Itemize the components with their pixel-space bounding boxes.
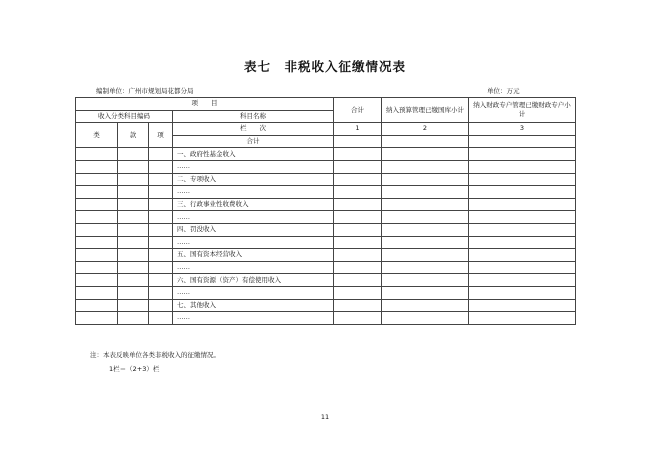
header-name: 科目名称 xyxy=(173,110,334,123)
table-row xyxy=(76,261,576,274)
table-cell xyxy=(469,223,576,236)
table-cell xyxy=(76,299,118,312)
table-cell xyxy=(76,236,118,249)
column-number-3: 3 xyxy=(469,123,576,136)
table-cell xyxy=(382,186,469,199)
table-cell xyxy=(118,286,149,299)
table-cell xyxy=(149,198,173,211)
table-cell xyxy=(118,236,149,249)
table-row xyxy=(76,249,576,262)
table-cell xyxy=(382,312,469,325)
row-label: 四、罚没收入 xyxy=(173,223,334,236)
table-cell xyxy=(76,148,118,161)
table-cell xyxy=(149,160,173,173)
table-cell xyxy=(382,299,469,312)
row-label: 三、行政事业性收费收入 xyxy=(173,198,334,211)
table-cell xyxy=(76,286,118,299)
table-cell xyxy=(469,299,576,312)
table-cell xyxy=(382,211,469,224)
table-cell xyxy=(469,173,576,186)
row-label: …… xyxy=(173,261,334,274)
formula-note: 1栏＝（2+3）栏 xyxy=(109,365,160,373)
table-cell xyxy=(469,186,576,199)
table-cell xyxy=(334,148,382,161)
row-label: 七、其他收入 xyxy=(173,299,334,312)
table-cell xyxy=(469,148,576,161)
table-cell xyxy=(334,160,382,173)
table-cell xyxy=(76,261,118,274)
column-number-2: 2 xyxy=(382,123,469,136)
total-cell xyxy=(382,135,469,148)
total-label: 合计 xyxy=(173,135,334,148)
row-label: 五、国有资本经营收入 xyxy=(173,249,334,262)
table-row xyxy=(76,312,576,325)
row-label: …… xyxy=(173,312,334,325)
table-cell xyxy=(118,299,149,312)
column-number-1: 1 xyxy=(334,123,382,136)
table-cell xyxy=(149,211,173,224)
row-label: …… xyxy=(173,186,334,199)
table-cell xyxy=(76,160,118,173)
header-xiang: 项 xyxy=(149,123,173,148)
footnote: 注：本表反映单位各类非税收入的征缴情况。 xyxy=(90,351,220,359)
revenue-collection-table xyxy=(75,97,576,325)
table-cell xyxy=(334,198,382,211)
table-cell xyxy=(149,286,173,299)
table-row xyxy=(76,236,576,249)
table-cell xyxy=(469,198,576,211)
table-cell xyxy=(76,312,118,325)
table-cell xyxy=(334,299,382,312)
table-cell xyxy=(382,236,469,249)
table-cell xyxy=(382,173,469,186)
table-cell xyxy=(334,223,382,236)
table-cell xyxy=(149,148,173,161)
table-row xyxy=(76,198,576,211)
table-cell xyxy=(469,160,576,173)
table-cell xyxy=(76,186,118,199)
header-total: 合计 xyxy=(334,98,382,123)
row-label: …… xyxy=(173,160,334,173)
table-row xyxy=(76,286,576,299)
table-cell xyxy=(382,274,469,287)
table-cell xyxy=(118,223,149,236)
currency-unit: 单位：万元 xyxy=(487,87,520,95)
table-cell xyxy=(382,160,469,173)
table-row xyxy=(76,186,576,199)
table-cell xyxy=(334,173,382,186)
table-cell xyxy=(118,186,149,199)
table-cell xyxy=(334,186,382,199)
table-cell xyxy=(149,312,173,325)
table-cell xyxy=(118,249,149,262)
table-cell xyxy=(469,274,576,287)
table-cell xyxy=(118,160,149,173)
table-cell xyxy=(149,186,173,199)
table-cell xyxy=(469,249,576,262)
table-cell xyxy=(149,236,173,249)
table-cell xyxy=(149,249,173,262)
table-cell xyxy=(76,173,118,186)
header-kuan: 款 xyxy=(118,123,149,148)
table-cell xyxy=(118,312,149,325)
header-special-account: 纳入财政专户管理已缴财政专户小计 xyxy=(469,98,576,123)
page-number: 11 xyxy=(320,413,330,421)
table-cell xyxy=(334,249,382,262)
header-code: 收入分类科目编码 xyxy=(76,110,173,123)
row-label: …… xyxy=(173,236,334,249)
table-row xyxy=(76,173,576,186)
table-cell xyxy=(334,274,382,287)
table-cell xyxy=(118,173,149,186)
header-lei: 类 xyxy=(76,123,118,148)
table-cell xyxy=(382,286,469,299)
row-label: …… xyxy=(173,286,334,299)
table-cell xyxy=(76,198,118,211)
table-cell xyxy=(382,223,469,236)
table-cell xyxy=(334,312,382,325)
row-label: 二、专项收入 xyxy=(173,173,334,186)
table-cell xyxy=(469,211,576,224)
table-cell xyxy=(149,261,173,274)
table-cell xyxy=(469,312,576,325)
table-cell xyxy=(334,261,382,274)
header-column-index: 栏 次 xyxy=(173,123,334,136)
table-row xyxy=(76,148,576,161)
table-cell xyxy=(76,223,118,236)
table-row xyxy=(76,274,576,287)
header-row-3 xyxy=(76,123,576,136)
table-cell xyxy=(382,261,469,274)
table-cell xyxy=(118,148,149,161)
table-cell xyxy=(118,198,149,211)
table-cell xyxy=(469,236,576,249)
reporting-unit: 编制单位：广州市规划局花都分局 xyxy=(96,87,194,95)
row-label: …… xyxy=(173,211,334,224)
table-cell xyxy=(334,211,382,224)
table-cell xyxy=(76,249,118,262)
table-cell xyxy=(76,274,118,287)
header-row-1 xyxy=(76,98,576,111)
table-row xyxy=(76,160,576,173)
table-cell xyxy=(469,286,576,299)
table-cell xyxy=(382,198,469,211)
table-cell xyxy=(118,211,149,224)
table-row xyxy=(76,299,576,312)
table-cell xyxy=(149,274,173,287)
table-row xyxy=(76,223,576,236)
table-cell xyxy=(118,261,149,274)
table-cell xyxy=(149,173,173,186)
table-cell xyxy=(382,249,469,262)
total-cell xyxy=(469,135,576,148)
table-row xyxy=(76,211,576,224)
header-budget-treasury: 纳入预算管理已缴国库小计 xyxy=(382,98,469,123)
table-cell xyxy=(149,299,173,312)
table-cell xyxy=(334,236,382,249)
row-label: 六、国有资源（资产）有偿使用收入 xyxy=(173,274,334,287)
table-title: 表七 非税收入征缴情况表 xyxy=(243,59,406,74)
table-cell xyxy=(76,211,118,224)
table-cell xyxy=(334,286,382,299)
total-cell xyxy=(334,135,382,148)
table-cell xyxy=(118,274,149,287)
table-cell xyxy=(149,223,173,236)
table-cell xyxy=(469,261,576,274)
header-item: 项 目 xyxy=(76,98,334,111)
row-label: 一、政府性基金收入 xyxy=(173,148,334,161)
table-cell xyxy=(382,148,469,161)
